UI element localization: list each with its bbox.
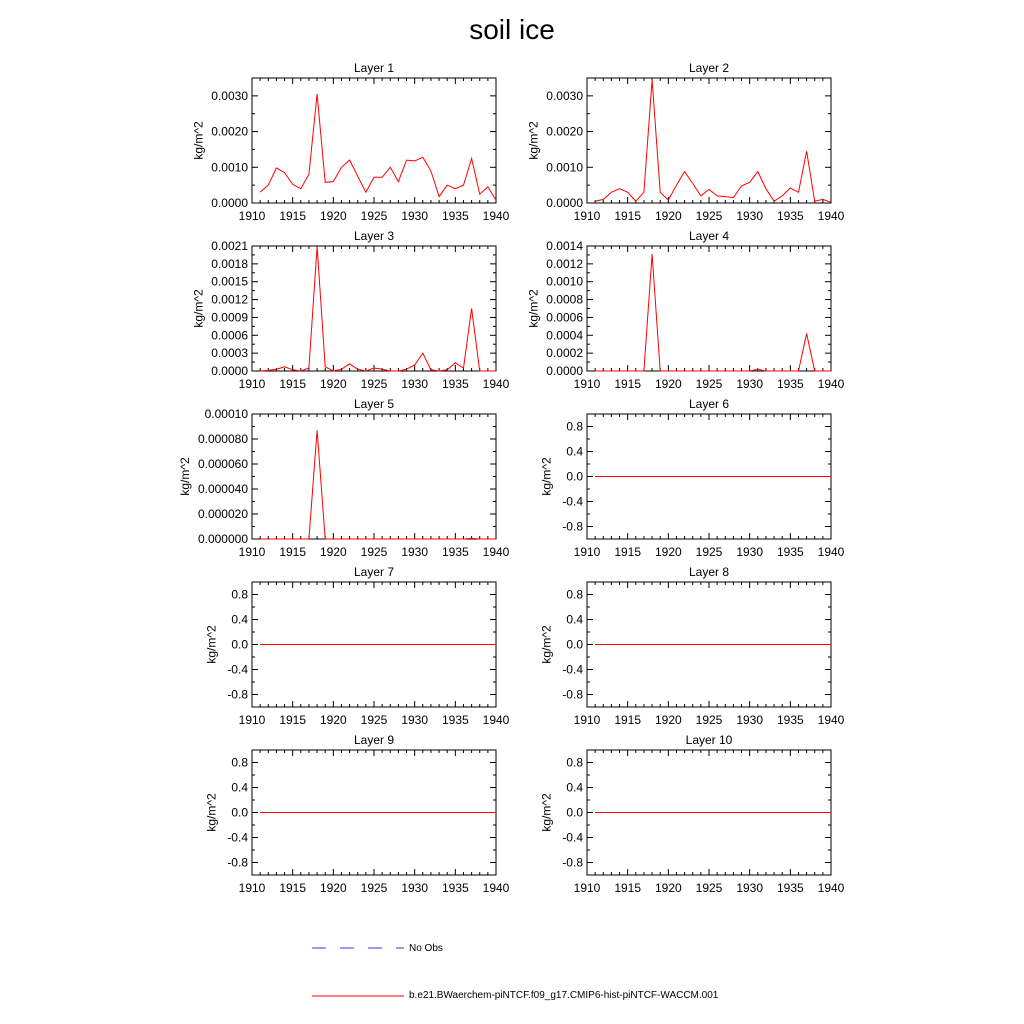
layer-1-xtick-label: 1915 — [279, 209, 307, 223]
layer-3-xtick-label: 1920 — [319, 377, 347, 391]
layer-1-xtick-label: 1925 — [360, 209, 388, 223]
layer-8-xtick-label: 1925 — [695, 713, 723, 727]
layer-1-ytick-label: 0.0030 — [211, 88, 248, 103]
layer-9-ylabel: kg/m^2 — [204, 793, 219, 832]
layer-2-ytick-label: 0.0000 — [546, 196, 583, 210]
layer-10-xtick-label: 1930 — [736, 881, 764, 895]
legend-obs-label: No Obs — [409, 943, 443, 954]
layer-9-xtick-label: 1940 — [482, 881, 510, 895]
layer-6-ytick-label: 0.8 — [566, 419, 583, 434]
layer-8-ytick-label: 0.0 — [566, 637, 583, 652]
layer-8-ytick-label: -0.4 — [562, 662, 583, 677]
layer-3-ytick-label: 0.0018 — [211, 256, 248, 271]
layer-5-series-line — [260, 430, 496, 539]
layer-1-ytick-label: 0.0000 — [211, 196, 248, 210]
layer-3-xtick-label: 1910 — [238, 377, 266, 391]
layer-9-ytick-label: 0.0 — [231, 805, 248, 820]
layer-2-xtick-label: 1935 — [776, 209, 804, 223]
layer-8-ytick-label: 0.4 — [566, 612, 583, 627]
layer-9-panel — [205, 733, 510, 895]
layer-7-xtick-label: 1935 — [441, 713, 469, 727]
layer-4-xtick-label: 1920 — [654, 377, 682, 391]
layer-1-title: Layer 1 — [353, 61, 395, 75]
layer-3-xtick-label: 1940 — [482, 377, 510, 391]
layer-9-xtick-label: 1930 — [401, 881, 429, 895]
layer-10-ytick-label: 0.4 — [566, 780, 583, 795]
layer-10-ytick-label: -0.4 — [562, 830, 583, 845]
layer-6-ylabel: kg/m^2 — [539, 457, 554, 496]
layer-1-xtick-label: 1940 — [482, 209, 510, 223]
layer-5-ytick-label: 0.000000 — [197, 532, 248, 546]
layer-1-ytick-label: 0.0020 — [211, 124, 248, 139]
layer-3-xtick-label: 1930 — [401, 377, 429, 391]
layer-5-xtick-label: 1915 — [279, 545, 307, 559]
layer-5-xtick-label: 1930 — [401, 545, 429, 559]
layer-1-ytick-label: 0.0010 — [211, 160, 248, 175]
layer-3-title: Layer 3 — [353, 229, 395, 243]
layer-10-xtick-label: 1910 — [573, 881, 601, 895]
page-title: soil ice — [469, 14, 555, 45]
layer-10-xtick-label: 1915 — [614, 881, 642, 895]
layer-6-xtick-label: 1930 — [736, 545, 764, 559]
layer-6-xtick-label: 1920 — [654, 545, 682, 559]
layer-7-ytick-label: -0.4 — [227, 662, 248, 677]
layer-6-ytick-label: -0.4 — [562, 494, 583, 509]
layer-3-xtick-label: 1915 — [279, 377, 307, 391]
layer-9-ytick-label: -0.4 — [227, 830, 248, 845]
layer-9-xtick-label: 1920 — [319, 881, 347, 895]
layer-6-ytick-label: 0.0 — [566, 469, 583, 484]
layer-6-xtick-label: 1935 — [776, 545, 804, 559]
layer-5-title: Layer 5 — [353, 397, 395, 411]
layer-2-xtick-label: 1910 — [573, 209, 601, 223]
layer-8-xtick-label: 1910 — [573, 713, 601, 727]
layer-4-frame — [587, 246, 831, 371]
layer-4-ytick-label: 0.0008 — [546, 292, 583, 307]
layer-3-xtick-label: 1925 — [360, 377, 388, 391]
layer-7-xtick-label: 1920 — [319, 713, 347, 727]
layer-4-title: Layer 4 — [688, 229, 730, 243]
layer-2-ytick-label: 0.0020 — [546, 124, 583, 139]
layer-6-ytick-label: -0.8 — [562, 519, 583, 534]
layer-4-ytick-label: 0.0012 — [546, 256, 583, 271]
layer-5-xtick-label: 1920 — [319, 545, 347, 559]
layer-10-ytick-label: 0.0 — [566, 805, 583, 820]
layer-6-xtick-label: 1925 — [695, 545, 723, 559]
layer-8-ytick-label: 0.8 — [566, 587, 583, 602]
layer-3-frame — [252, 246, 496, 371]
layer-7-ylabel: kg/m^2 — [204, 625, 219, 664]
layer-8-xtick-label: 1920 — [654, 713, 682, 727]
layer-8-xtick-label: 1915 — [614, 713, 642, 727]
layer-6-xtick-label: 1910 — [573, 545, 601, 559]
layer-4-ytick-label: 0.0010 — [546, 274, 583, 289]
layer-7-panel — [205, 565, 510, 727]
layer-4-xtick-label: 1910 — [573, 377, 601, 391]
layer-4-series-line — [595, 254, 831, 371]
layer-7-xtick-label: 1910 — [238, 713, 266, 727]
layer-5-frame — [252, 414, 496, 539]
layer-10-ytick-label: -0.8 — [562, 855, 583, 870]
layer-7-xtick-label: 1930 — [401, 713, 429, 727]
layer-1-xtick-label: 1920 — [319, 209, 347, 223]
layer-9-ytick-label: -0.8 — [227, 855, 248, 870]
layer-3-ylabel: kg/m^2 — [191, 289, 206, 328]
layer-3-ytick-label: 0.0003 — [211, 346, 248, 361]
layer-3-panel — [191, 229, 509, 391]
layer-4-ytick-label: 0.0006 — [546, 310, 583, 325]
layer-2-xtick-label: 1930 — [736, 209, 764, 223]
layer-9-title: Layer 9 — [353, 733, 395, 747]
layer-8-xtick-label: 1940 — [817, 713, 845, 727]
layer-5-ytick-label: 0.000080 — [197, 432, 248, 446]
layer-8-xtick-label: 1930 — [736, 713, 764, 727]
layer-10-ylabel: kg/m^2 — [539, 793, 554, 832]
layer-10-title: Layer 10 — [685, 733, 733, 747]
layer-9-ytick-label: 0.4 — [231, 780, 248, 795]
layer-8-ylabel: kg/m^2 — [539, 625, 554, 664]
layer-1-panel — [191, 61, 509, 223]
layer-5-xtick-label: 1925 — [360, 545, 388, 559]
layer-2-frame — [587, 78, 831, 203]
layer-4-xtick-label: 1925 — [695, 377, 723, 391]
layer-4-xtick-label: 1930 — [736, 377, 764, 391]
layer-2-series-line — [595, 80, 831, 203]
layer-10-xtick-label: 1920 — [654, 881, 682, 895]
layer-5-ytick-label: 0.000020 — [197, 507, 248, 521]
layer-7-ytick-label: 0.4 — [231, 612, 248, 627]
layer-10-xtick-label: 1925 — [695, 881, 723, 895]
layer-8-panel — [540, 565, 845, 727]
layer-7-xtick-label: 1915 — [279, 713, 307, 727]
layer-6-title: Layer 6 — [688, 397, 730, 411]
layer-6-panel — [540, 397, 845, 559]
layer-3-ytick-label: 0.0012 — [211, 292, 248, 307]
layer-7-ytick-label: 0.8 — [231, 587, 248, 602]
layer-2-panel — [526, 61, 844, 223]
layer-3-ytick-label: 0.0000 — [211, 364, 248, 378]
layer-2-ytick-label: 0.0010 — [546, 160, 583, 175]
layer-4-panel — [526, 229, 844, 391]
layer-7-ytick-label: 0.0 — [231, 637, 248, 652]
layer-9-ytick-label: 0.8 — [231, 755, 248, 770]
layer-4-xtick-label: 1915 — [614, 377, 642, 391]
layer-8-xtick-label: 1935 — [776, 713, 804, 727]
layer-8-ytick-label: -0.8 — [562, 687, 583, 702]
layer-9-xtick-label: 1925 — [360, 881, 388, 895]
layer-2-title: Layer 2 — [688, 61, 730, 75]
layer-2-xtick-label: 1940 — [817, 209, 845, 223]
layer-6-ytick-label: 0.4 — [566, 444, 583, 459]
layer-1-xtick-label: 1910 — [238, 209, 266, 223]
layer-3-ytick-label: 0.0006 — [211, 328, 248, 343]
layer-10-panel — [540, 733, 845, 895]
layer-3-ytick-label: 0.0009 — [211, 310, 248, 325]
layer-2-ylabel: kg/m^2 — [526, 121, 541, 160]
layer-5-panel — [178, 397, 509, 559]
layer-5-ylabel: kg/m^2 — [178, 457, 193, 496]
layer-4-ytick-label: 0.0014 — [546, 239, 583, 253]
layer-9-xtick-label: 1915 — [279, 881, 307, 895]
layer-6-xtick-label: 1915 — [614, 545, 642, 559]
layer-2-ytick-label: 0.0030 — [546, 88, 583, 103]
layer-4-xtick-label: 1940 — [817, 377, 845, 391]
layer-2-xtick-label: 1920 — [654, 209, 682, 223]
layer-9-xtick-label: 1910 — [238, 881, 266, 895]
layer-7-ytick-label: -0.8 — [227, 687, 248, 702]
layer-4-ytick-label: 0.0000 — [546, 364, 583, 378]
layer-1-xtick-label: 1930 — [401, 209, 429, 223]
layer-4-ylabel: kg/m^2 — [526, 289, 541, 328]
layer-1-ylabel: kg/m^2 — [191, 121, 206, 160]
layer-9-xtick-label: 1935 — [441, 881, 469, 895]
layer-8-title: Layer 8 — [688, 565, 730, 579]
layer-10-xtick-label: 1935 — [776, 881, 804, 895]
layer-1-frame — [252, 78, 496, 203]
layer-5-ytick-label: 0.000040 — [197, 482, 248, 496]
layer-7-xtick-label: 1925 — [360, 713, 388, 727]
layer-5-xtick-label: 1910 — [238, 545, 266, 559]
layer-3-series-line — [260, 247, 496, 371]
layer-6-xtick-label: 1940 — [817, 545, 845, 559]
layer-7-xtick-label: 1940 — [482, 713, 510, 727]
layer-1-series-line — [260, 94, 496, 200]
layer-4-ytick-label: 0.0002 — [546, 346, 583, 361]
layer-5-xtick-label: 1940 — [482, 545, 510, 559]
layer-10-xtick-label: 1940 — [817, 881, 845, 895]
layer-2-xtick-label: 1915 — [614, 209, 642, 223]
layer-3-xtick-label: 1935 — [441, 377, 469, 391]
layer-4-ytick-label: 0.0004 — [546, 328, 583, 343]
layer-3-ytick-label: 0.0015 — [211, 274, 248, 289]
layer-3-ytick-label: 0.0021 — [211, 239, 248, 253]
layer-10-ytick-label: 0.8 — [566, 755, 583, 770]
layer-7-title: Layer 7 — [353, 565, 395, 579]
layer-1-xtick-label: 1935 — [441, 209, 469, 223]
layer-4-xtick-label: 1935 — [776, 377, 804, 391]
layer-5-ytick-label: 0.000060 — [197, 457, 248, 471]
layer-2-xtick-label: 1925 — [695, 209, 723, 223]
layer-5-xtick-label: 1935 — [441, 545, 469, 559]
legend-model-label: b.e21.BWaerchem-piNTCF.f09_g17.CMIP6-hist-piNTCF-WACCM.001 — [409, 990, 719, 1001]
layer-5-ytick-label: 0.00010 — [204, 407, 248, 421]
